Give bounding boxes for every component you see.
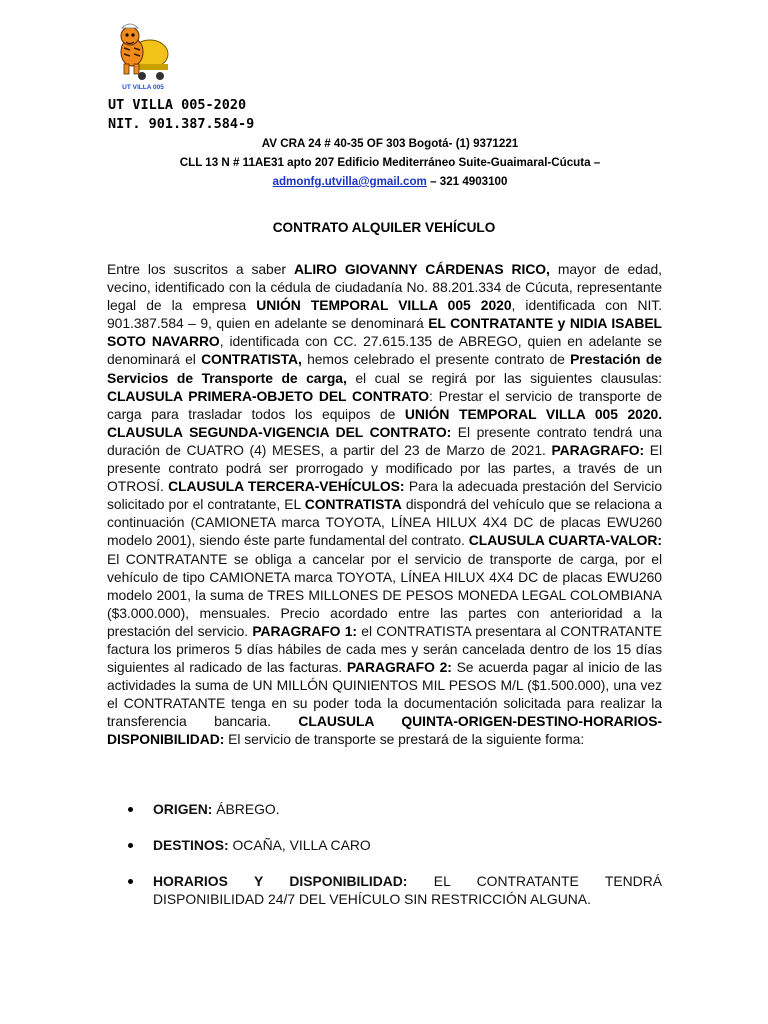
bold-text-segment: CLAUSULA CUARTA-VALOR: bbox=[468, 532, 662, 549]
text-segment: dispondrá del vehículo que se relaciona a continuación (CAMIONETA marca TOYOTA, LÍNEA HILUX 4X4 DC de placas EWU260 modelo 2001), siendo éste parte fundamental del contrato. bbox=[107, 496, 662, 549]
contact-line bbox=[110, 172, 670, 191]
bold-text-segment: UNIÓN TEMPORAL VILLA 005 2020. CLAUSULA SEGUNDA-VIGENCIA DEL CONTRATO: bbox=[107, 405, 662, 440]
text-segment: : Prestar el servicio de transporte de carga para trasladar todos los equipos de bbox=[107, 387, 662, 422]
bold-text-segment: CLAUSULA TERCERA-VEHÍCULOS: bbox=[168, 478, 405, 495]
address-block bbox=[110, 134, 670, 191]
list-item-value: EL CONTRATANTE TENDRÁ DISPONIBILIDAD 24/7 DEL VEHÍCULO SIN RESTRICCIÓN ALGUNA. bbox=[153, 872, 662, 907]
address-line-1: AV CRA 24 # 40-35 OF 303 Bogotá- (1) 9371221 bbox=[261, 137, 519, 150]
list-item-label: HORARIOS Y DISPONIBILIDAD: bbox=[153, 872, 408, 889]
document-title: CONTRATO ALQUILER VEHÍCULO bbox=[272, 220, 496, 235]
list-item-label: DESTINOS: bbox=[153, 836, 229, 853]
list-item-label: ORIGEN: bbox=[153, 801, 213, 817]
phone-number: – 321 4903100 bbox=[426, 175, 508, 188]
contract-body-paragraph bbox=[107, 260, 662, 749]
text-segment: el cual se regirá por las siguientes clausulas: bbox=[346, 369, 662, 386]
bold-text-segment: PARAGRAFO: bbox=[551, 441, 645, 458]
list-item-value: ÁBREGO. bbox=[212, 801, 280, 817]
text-segment: Para la adecuada prestación del Servicio solicitado por el contratante, EL bbox=[107, 478, 662, 513]
address-line-2: CLL 13 N # 11AE31 apto 207 Edificio Mediterráneo Suite-Guaimaral-Cúcuta – bbox=[179, 156, 601, 169]
email-link[interactable]: admonfg.utvilla@gmail.com bbox=[272, 175, 427, 188]
text-segment: el CONTRATISTA presentara al CONTRATANTE factura los primeros 5 días hábiles de cada mes y serán cancelada dentro de los 15 días siguientes al radicado de las facturas. bbox=[107, 622, 662, 676]
text-segment: , identificada con NIT. 901.387.584 – 9, quien en adelante se denominará bbox=[107, 297, 663, 332]
text-segment: El presente contrato tendrá una duración de CUATRO (4) MESES, a partir del 23 de Marzo de 2021. bbox=[107, 423, 662, 458]
bullet-icon bbox=[128, 843, 133, 848]
list-item bbox=[107, 836, 662, 854]
text-segment: mayor de edad, vecino, identificado con la cédula de ciudadanía No. 88.201.334 de Cúcuta, representante legal de la empresa bbox=[107, 261, 662, 314]
bold-text-segment: UNIÓN TEMPORAL VILLA 005 2020 bbox=[256, 297, 512, 314]
text-segment: Entre los suscritos a saber bbox=[107, 261, 294, 277]
bold-text-segment: ALIRO GIOVANNY CÁRDENAS RICO, bbox=[293, 261, 550, 277]
text-segment: Se acuerda pagar al inicio de las actividades la suma de UN MILLÓN QUINIENTOS MIL PESOS M/L ($1.500.000), una vez el CONTRATANTE tenga en su poder toda la documentación solicitada para realizar la transferencia bancaria. bbox=[107, 659, 662, 730]
text-segment: El presente contrato podrá ser prorrogado y modificado por las partes, a través de un OTROSÍ. bbox=[107, 441, 663, 495]
bullet-icon bbox=[128, 807, 133, 812]
bold-text-segment: PARAGRAFO 2: bbox=[346, 659, 452, 676]
bold-text-segment: CLAUSULA QUINTA-ORIGEN-DESTINO-HORARIOS-DISPONIBILIDAD: bbox=[107, 713, 662, 748]
service-terms-list bbox=[107, 800, 662, 926]
bold-text-segment: CONTRATISTA bbox=[304, 496, 402, 513]
bold-text-segment: PARAGRAFO 1: bbox=[252, 622, 357, 639]
bold-text-segment: Prestación de Servicios de Transporte de carga, bbox=[107, 351, 662, 386]
list-item bbox=[107, 872, 662, 908]
text-segment: hemos celebrado el presente contrato de bbox=[301, 351, 571, 368]
company-logo bbox=[112, 20, 174, 92]
logo-caption: UT VILLA 005 bbox=[122, 84, 164, 91]
organization-name: UT VILLA 005-2020 bbox=[108, 97, 247, 113]
list-item bbox=[107, 800, 662, 818]
text-segment: El servicio de transporte se prestará de la siguiente forma: bbox=[224, 731, 585, 748]
bold-text-segment: EL CONTRATANTE y NIDIA ISABEL SOTO NAVARRO bbox=[107, 315, 662, 350]
bold-text-segment: CONTRATISTA, bbox=[201, 351, 302, 368]
list-item-value: OCAÑA, VILLA CARO bbox=[228, 836, 371, 853]
organization-nit: NIT. 901.387.584-9 bbox=[108, 116, 255, 132]
bullet-icon bbox=[128, 879, 133, 884]
text-segment: El CONTRATANTE se obliga a cancelar por el servicio de transporte de carga, por el vehículo de tipo CAMIONETA marca TOYOTA, LÍNEA HILUX 4X4 DC de placas EWU260 modelo 2001, la suma de TRES MILLONES DE PESOS MONEDA LEGAL COLOMBIANA ($3.000.000), mensuales. Precio acordado entre las partes con anterioridad a la prestación del servicio. bbox=[107, 550, 662, 639]
tiger-mascot-logo bbox=[112, 20, 174, 92]
organization-header bbox=[108, 96, 254, 134]
bold-text-segment: CLAUSULA PRIMERA-OBJETO DEL CONTRATO bbox=[107, 387, 430, 404]
text-segment: , identificada con CC. 27.615.135 de ABREGO, quien en adelante se denominará el bbox=[107, 333, 663, 368]
